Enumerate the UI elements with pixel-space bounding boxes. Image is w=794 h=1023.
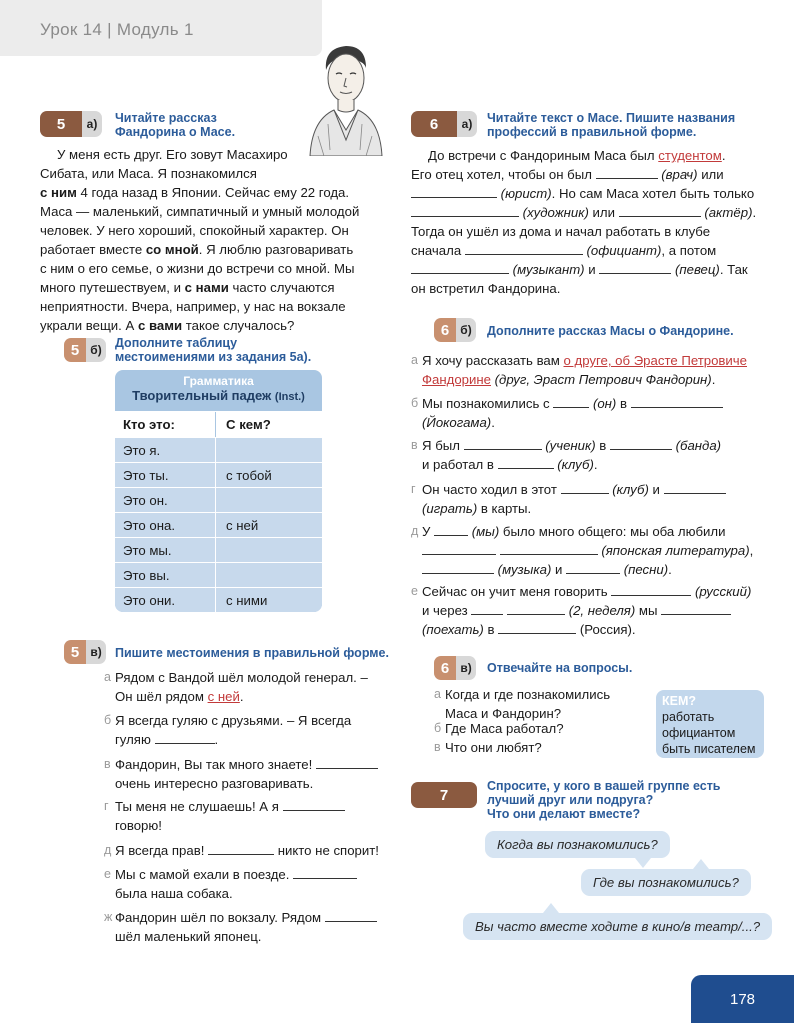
lesson-header <box>0 0 322 56</box>
item-letter: б <box>411 396 419 410</box>
text: сначала <box>411 243 462 258</box>
item-letter: ж <box>104 910 113 924</box>
text: . <box>491 415 495 430</box>
answer-blank[interactable] <box>293 867 357 879</box>
text: или <box>697 167 724 182</box>
hint: (друг, Эраст Петрович Фандорин) <box>491 372 712 387</box>
item-text: никто не спорит! <box>277 843 379 858</box>
answer-blank[interactable] <box>464 438 542 450</box>
hint: (врач) <box>661 167 698 182</box>
exercise-5b-title <box>115 336 311 364</box>
item-text: Я всегда прав! <box>115 843 205 858</box>
answer-blank[interactable] <box>422 562 494 574</box>
example-answer: о друге, об Эрасте Петровиче <box>563 353 747 368</box>
item-text: Рядом с Вандой шёл молодой генерал. – <box>115 670 368 685</box>
item-letter: д <box>104 843 112 857</box>
answer-blank[interactable] <box>208 843 274 855</box>
table-cell-pronoun[interactable] <box>216 488 322 512</box>
question-6v-b <box>434 719 564 738</box>
item-5v-zh <box>104 908 377 946</box>
table-row <box>115 587 322 612</box>
hint: (2, неделя) <box>568 603 636 618</box>
story-text: такое случалось? <box>182 318 295 333</box>
hint: (актёр) <box>704 205 753 220</box>
exercise-5v-badge <box>64 640 106 664</box>
hint: (японская литература) <box>601 543 750 558</box>
portrait-illustration <box>304 40 386 156</box>
text: . Но сам Маса хотел быть только <box>551 186 755 201</box>
item-5v-b: б Я всегда гуляю с друзьями. – Я всегда гуляю . <box>104 713 352 747</box>
text: и работал в <box>422 457 494 472</box>
item-text: шёл маленький японец. <box>115 929 262 944</box>
story-text: работает вместе <box>40 242 146 257</box>
hint: (банда) <box>675 438 722 453</box>
answer-blank[interactable] <box>561 482 609 494</box>
hint: (русский) <box>695 584 752 599</box>
table-cell-pronoun: с ней <box>226 517 259 533</box>
answer-blank[interactable] <box>283 799 345 811</box>
hint: (клуб) <box>557 457 594 472</box>
text: . <box>752 205 757 220</box>
question-text: Где Маса работал? <box>445 721 564 736</box>
table-cell-subject: Это ты. <box>115 463 216 487</box>
answer-blank[interactable] <box>596 167 658 179</box>
exercise-number: 5 <box>64 640 86 664</box>
exercise-number: 7 <box>411 782 477 808</box>
grammar-table-title: Грамматика <box>183 374 254 388</box>
table-cell-subject: Это он. <box>115 488 216 512</box>
text: (Россия) <box>579 622 632 637</box>
exercise-letter: в) <box>86 640 106 664</box>
title-line: профессий в правильной форме. <box>487 125 697 139</box>
hint: (ученик) <box>545 438 596 453</box>
question-text: Что они любят? <box>445 740 542 755</box>
item-text: Я всегда гуляю с друзьями. – Я всегда <box>115 713 352 728</box>
table-cell-pronoun[interactable] <box>216 563 322 587</box>
grammar-table-subtitle <box>115 388 322 405</box>
answer-blank[interactable] <box>411 262 509 274</box>
text: Мы познакомились с <box>422 396 550 411</box>
question-text: Когда и где познакомились <box>445 687 611 702</box>
title-line: Читайте рассказ <box>115 111 217 125</box>
kem-title: КЕМ? <box>662 694 697 708</box>
column-header: С кем? <box>226 417 271 432</box>
exercise-number: 6 <box>411 111 457 137</box>
story-text: много путешествуем, и <box>40 280 185 295</box>
answer-blank[interactable] <box>507 603 565 615</box>
title-line: Спросите, у кого в вашей группе есть <box>487 779 721 793</box>
item-letter: г <box>411 482 416 496</box>
bubble-tail <box>693 859 709 869</box>
question-6v-v <box>434 738 542 757</box>
exercise-5a-badge <box>40 111 102 137</box>
text: , <box>749 543 754 558</box>
text: было много общего: мы оба любили <box>499 524 726 539</box>
text: и через <box>422 603 468 618</box>
table-row <box>115 512 322 537</box>
example-answer: с ней <box>207 689 240 704</box>
story-line <box>40 240 359 259</box>
table-cell-subject: Это они. <box>115 588 216 612</box>
answer-blank[interactable] <box>471 603 503 615</box>
item-letter: а <box>434 687 441 701</box>
story-text: неприятности. Вчера, например, у нас на вокзале <box>40 299 346 314</box>
case-note: (Inst.) <box>274 391 305 403</box>
item-letter: д <box>411 524 419 538</box>
story-line <box>40 183 359 202</box>
hint: (клуб) <box>612 482 649 497</box>
grammar-table <box>115 370 322 612</box>
hint: (официант) <box>586 243 662 258</box>
item-letter: г <box>104 799 109 813</box>
answer-blank[interactable] <box>498 457 554 469</box>
item-letter: б <box>104 713 112 727</box>
exercise-letter: а) <box>82 111 102 137</box>
answer-blank[interactable] <box>316 757 378 769</box>
story-text: 4 года назад в Японии. Сейчас ему 22 года. <box>76 185 350 200</box>
text: Тогда он ушёл из дома и начал работать в клубе <box>411 224 711 239</box>
text: он встретил Фандорина. <box>411 281 561 296</box>
exercise-letter: в) <box>456 656 476 680</box>
answer-blank[interactable] <box>500 543 598 555</box>
exercise-5b-badge <box>64 338 106 362</box>
text: Сейчас он учит меня говорить <box>422 584 608 599</box>
title-line: Дополните таблицу <box>115 336 238 350</box>
grammar-table-header <box>115 370 322 411</box>
highlighted-pronoun: со мной <box>145 242 199 257</box>
answer-blank[interactable] <box>611 584 691 596</box>
item-6b-e <box>411 582 752 639</box>
bubble-tail <box>543 903 559 913</box>
answer-blank[interactable] <box>566 562 620 574</box>
story-line <box>40 259 359 278</box>
item-6b-v <box>411 436 722 474</box>
item-letter: е <box>104 867 111 881</box>
text: . <box>631 622 636 637</box>
speech-bubble-3 <box>463 913 772 940</box>
question-6v-a <box>434 685 611 723</box>
answer-blank[interactable] <box>155 732 215 744</box>
table-row <box>115 462 322 487</box>
bubble-text: Когда вы познакомились? <box>497 837 658 852</box>
hint: (юрист) <box>500 186 552 201</box>
hint: (художник) <box>522 205 589 220</box>
title-line: местоимениями из задания 5а). <box>115 350 312 364</box>
exercise-number: 5 <box>40 111 82 137</box>
title-line: лучший друг или подруга? <box>487 793 654 807</box>
story-text: Сибата, или Маса. Я познакомился <box>40 166 257 181</box>
table-cell-pronoun: с ними <box>226 592 268 608</box>
text: мы <box>635 603 658 618</box>
item-6b-d <box>411 522 754 579</box>
item-letter: а <box>104 670 111 684</box>
exercise-6a-badge <box>411 111 477 137</box>
item-text: очень интересно разговаривать. <box>115 776 314 791</box>
text: . <box>668 562 672 577</box>
case-name: Творительный падеж <box>132 388 272 403</box>
exercise-6a-text <box>411 146 756 298</box>
item-text: . <box>239 689 244 704</box>
item-letter: е <box>411 584 418 598</box>
item-text: Ты меня не слушаешь! А я <box>115 799 279 814</box>
exercise-7-title <box>487 779 721 821</box>
exercise-number: 6 <box>434 656 456 680</box>
text: У <box>422 524 431 539</box>
exercise-7-badge <box>411 782 477 808</box>
story-text: У меня есть друг. Его зовут Масахиро <box>57 147 288 162</box>
exercise-letter: б) <box>456 318 476 342</box>
hint: (он) <box>592 396 617 411</box>
text: в <box>483 622 495 637</box>
text: в карты. <box>477 501 532 516</box>
text: Он часто ходил в этот <box>422 482 557 497</box>
answer-blank[interactable] <box>631 396 723 408</box>
example-answer: студентом <box>658 148 722 163</box>
hint: (музыка) <box>497 562 552 577</box>
title-line: Читайте текст о Масе. Пишите названия <box>487 111 736 125</box>
exercise-letter: б) <box>86 338 106 362</box>
lesson-title: Урок 14 | Модуль 1 <box>40 20 194 39</box>
exercise-letter: а) <box>457 111 477 137</box>
story-line <box>40 297 359 316</box>
table-cell-subject: Это вы. <box>115 563 216 587</box>
title-line: Что они делают вместе? <box>487 807 641 821</box>
page-number: 178 <box>691 975 794 1023</box>
story-text: с ним о его семье, о жизни до встречи со мной. Мы <box>40 261 355 276</box>
story-line <box>40 145 359 164</box>
bubble-text: Вы часто вместе ходите в кино/в театр/...? <box>475 919 761 934</box>
exercise-number: 6 <box>434 318 456 342</box>
bubble-text: Где вы познакомились? <box>593 875 739 890</box>
story-line <box>40 164 359 183</box>
table-cell-pronoun[interactable] <box>216 538 322 562</box>
story-text: Маса — маленький, симпатичный и умный молодой <box>40 204 360 219</box>
table-cell-pronoun: с тобой <box>226 467 272 483</box>
kem-example: официантом <box>662 726 736 740</box>
exercise-6v-badge <box>434 656 476 680</box>
text: До встречи с Фандориным Маса был <box>428 148 659 163</box>
story-line <box>40 278 359 297</box>
text: Я хочу рассказать вам <box>422 353 564 368</box>
exercise-5a-story <box>40 145 359 335</box>
answer-blank[interactable] <box>325 910 377 922</box>
text: и <box>584 262 596 277</box>
highlighted-pronoun: с нами <box>184 280 229 295</box>
exercise-5v-title: Пишите местоимения в правильной форме. <box>115 646 389 660</box>
item-6b-g <box>411 480 726 518</box>
item-letter: в <box>434 740 441 754</box>
hint: (музыкант) <box>512 262 585 277</box>
answer-blank[interactable] <box>422 543 496 555</box>
hint: (песни) <box>623 562 669 577</box>
text: . <box>711 372 716 387</box>
answer-blank[interactable] <box>664 482 726 494</box>
kem-example: быть писателем <box>662 742 756 756</box>
story-text: . Я люблю разговаривать <box>198 242 354 257</box>
kem-example: работать <box>662 710 715 724</box>
item-text: Он шёл рядом <box>115 689 208 704</box>
exercise-6b-badge <box>434 318 476 342</box>
speech-bubble-1 <box>485 831 670 858</box>
story-text: часто случаются <box>228 280 335 295</box>
story-text: украли вещи. А <box>40 318 138 333</box>
hint: (Йокогама) <box>422 415 492 430</box>
text: или <box>588 205 615 220</box>
example-answer: Фандорине <box>422 372 491 387</box>
table-header-row <box>115 411 322 437</box>
answer-blank[interactable] <box>411 186 497 198</box>
answer-blank[interactable] <box>465 243 583 255</box>
answer-blank[interactable] <box>553 396 589 408</box>
item-text: Мы с мамой ехали в поезде. <box>115 867 290 882</box>
answer-blank[interactable] <box>661 603 731 615</box>
text: Я был <box>422 438 460 453</box>
story-line <box>40 221 359 240</box>
story-text: человек. У него хороший, спокойный характер. Он <box>40 223 349 238</box>
exercise-5a-title <box>115 111 235 139</box>
text: в <box>595 438 607 453</box>
item-5v-d <box>104 841 379 860</box>
exercise-6v-title: Отвечайте на вопросы. <box>487 661 633 675</box>
bubble-tail <box>635 858 651 868</box>
text: в <box>616 396 627 411</box>
item-letter: в <box>104 757 111 771</box>
exercise-6a-title <box>487 111 735 139</box>
hint: (певец) <box>674 262 720 277</box>
text: . Так <box>719 262 748 277</box>
item-text: Фандорин, Вы так много знаете! <box>115 757 313 772</box>
highlighted-pronoun: с вами <box>137 318 183 333</box>
table-row <box>115 487 322 512</box>
item-5v-v <box>104 755 378 793</box>
title-line: Фандорина о Масе. <box>115 125 236 139</box>
text: и <box>551 562 563 577</box>
text: . <box>721 148 726 163</box>
table-row <box>115 537 322 562</box>
text: Его отец хотел, чтобы он был <box>411 167 592 182</box>
answer-blank[interactable] <box>599 262 671 274</box>
table-cell-subject: Это я. <box>115 438 216 462</box>
table-row <box>115 437 322 462</box>
answer-blank[interactable] <box>411 205 519 217</box>
question-text: Маса и Фандорин? <box>445 706 562 721</box>
table-cell-subject: Это она. <box>115 513 216 537</box>
item-6b-a <box>411 351 747 389</box>
exercise-6b-title: Дополните рассказ Масы о Фандорине. <box>487 324 734 338</box>
story-line <box>40 316 359 335</box>
text: и <box>648 482 660 497</box>
exercise-number: 5 <box>64 338 86 362</box>
column-header: Кто это: <box>115 412 216 437</box>
hint: (поехать) <box>422 622 484 637</box>
table-row <box>115 562 322 587</box>
speech-bubble-2 <box>581 869 751 896</box>
item-letter: а <box>411 353 418 367</box>
item-5v-e <box>104 865 357 903</box>
answer-blank[interactable] <box>434 524 468 536</box>
text: . <box>593 457 598 472</box>
highlighted-pronoun: с ним <box>40 185 77 200</box>
answer-blank[interactable] <box>619 205 701 217</box>
item-5v-g <box>104 797 345 835</box>
kem-hint-box <box>656 690 764 758</box>
item-letter: б <box>434 721 442 735</box>
item-text: гуляю <box>115 732 151 747</box>
item-text: говорю! <box>115 818 162 833</box>
table-cell-subject: Это мы. <box>115 538 216 562</box>
item-text: Фандорин шёл по вокзалу. Рядом <box>115 910 322 925</box>
item-6b-b <box>411 394 723 432</box>
answer-blank[interactable] <box>498 622 576 634</box>
item-5v-a <box>104 668 368 706</box>
hint: (играть) <box>422 501 478 516</box>
item-text: была наша собака. <box>115 886 233 901</box>
story-line <box>40 202 359 221</box>
item-letter: в <box>411 438 418 452</box>
hint: (мы) <box>471 524 500 539</box>
table-cell-pronoun[interactable] <box>216 438 322 462</box>
answer-blank[interactable] <box>610 438 672 450</box>
text: , а потом <box>661 243 717 258</box>
